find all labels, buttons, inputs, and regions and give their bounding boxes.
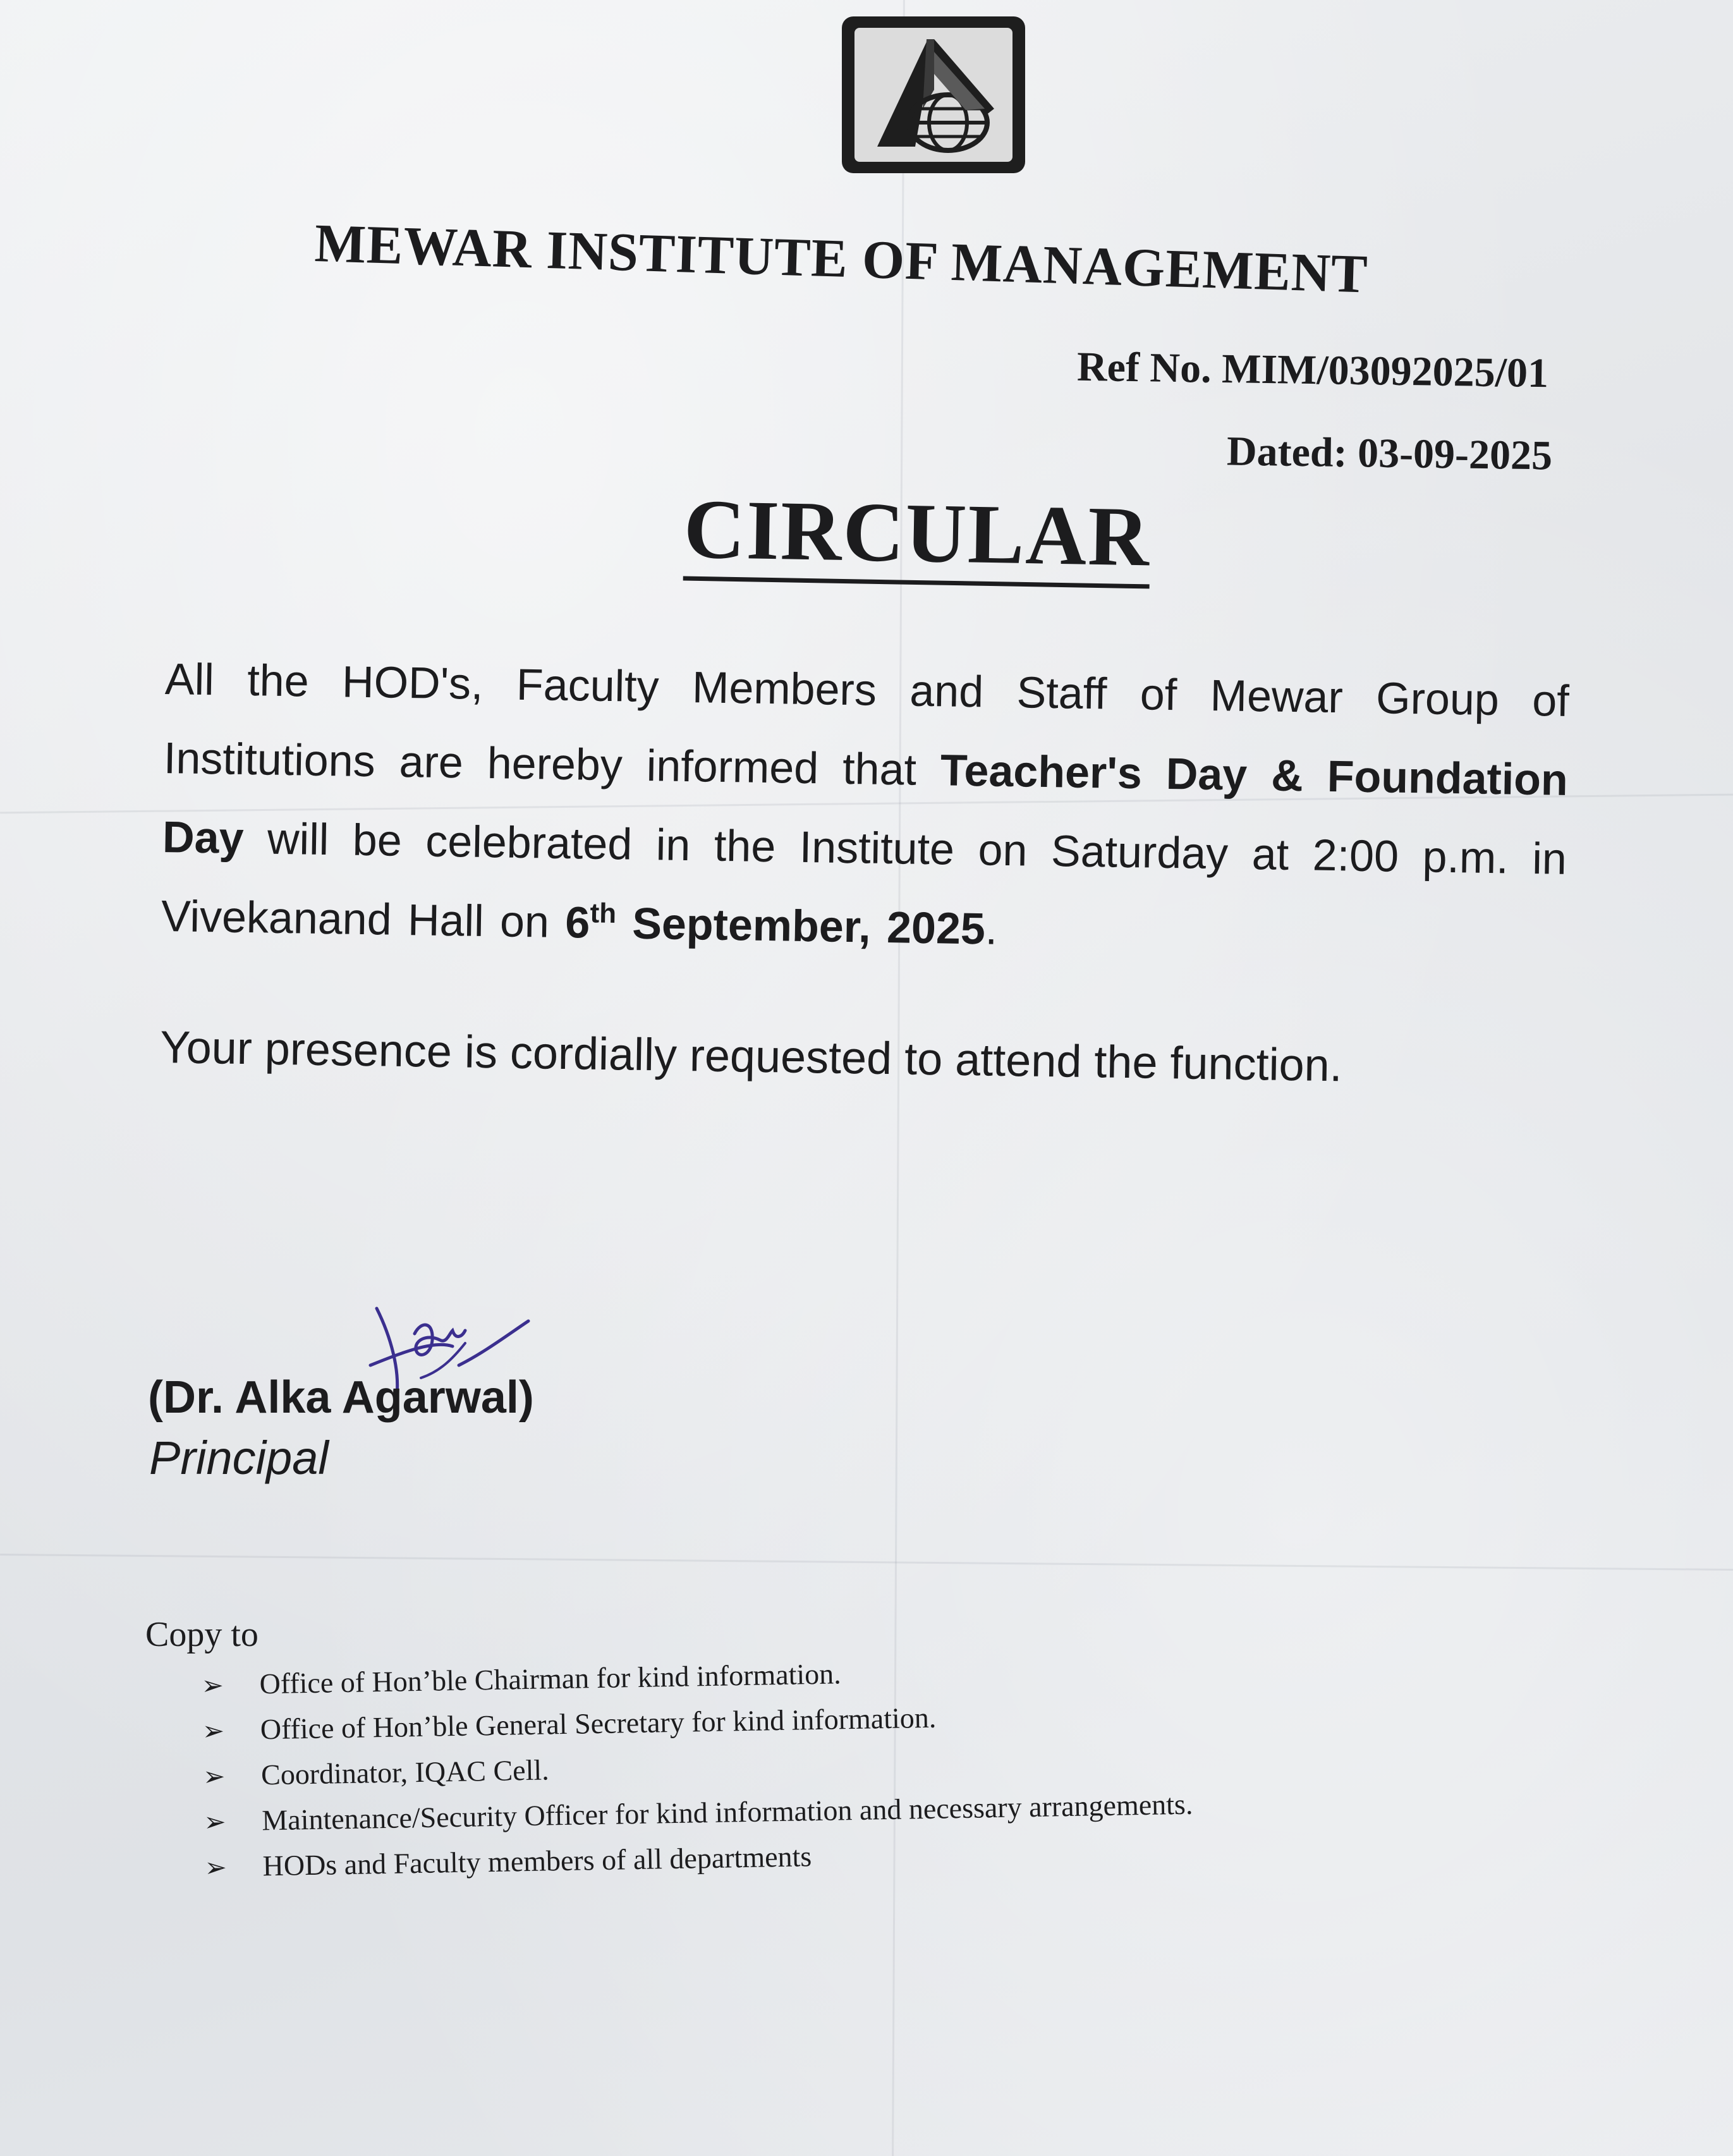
institute-name: MEWAR INSTITUTE OF MANAGEMENT	[313, 212, 1369, 305]
event-date-rest: September, 2025	[616, 898, 986, 954]
arrow-bullet-icon: ➢	[204, 1808, 227, 1837]
arrow-bullet-icon: ➢	[201, 1671, 224, 1701]
event-date	[565, 898, 986, 953]
list-item-text: Office of Hon’ble Chairman for kind information.	[259, 1657, 842, 1700]
list-item-text: Coordinator, IQAC Cell.	[260, 1753, 550, 1791]
document-title: CIRCULAR	[683, 482, 1152, 589]
event-date-suffix: th	[590, 898, 617, 929]
copy-to-label: Copy to	[145, 1615, 258, 1654]
event-date-day: 6	[564, 897, 590, 947]
reference-number: Ref No. MIM/03092025/01	[1076, 343, 1549, 397]
paper-crease	[0, 1554, 1733, 1571]
arrow-bullet-icon: ➢	[202, 1762, 226, 1792]
institute-logo-icon	[839, 14, 1028, 176]
circular-date: Dated: 03-09-2025	[1226, 428, 1553, 479]
announcement-details: will be celebrated in the Institute on Saturday at 2:00 p.m. in Vivekanand Hall on	[161, 813, 1567, 947]
signatory-designation: Principal	[149, 1432, 329, 1484]
announcement-intro: All the HOD's, Faculty Members and Staff of Mewar Group of Institutions are hereby informed that	[163, 654, 1570, 795]
announcement-paragraph	[161, 640, 1570, 978]
signatory-name: (Dr. Alka Agarwal)	[148, 1372, 534, 1423]
event-name: Teacher's Day & Foundation Day	[162, 745, 1569, 863]
arrow-bullet-icon: ➢	[204, 1853, 228, 1883]
copy-to-list	[201, 1645, 1194, 1890]
invitation-line: Your presence is cordially requested to attend the function.	[159, 1021, 1343, 1092]
list-item-text: Office of Hon’ble General Secretary for kind information.	[260, 1701, 937, 1746]
list-item-text: HODs and Faculty members of all departments	[262, 1840, 812, 1882]
announcement-end: .	[985, 904, 998, 954]
arrow-bullet-icon: ➢	[202, 1717, 225, 1746]
list-item-text: Maintenance/Security Officer for kind information and necessary arrangements.	[261, 1788, 1193, 1837]
